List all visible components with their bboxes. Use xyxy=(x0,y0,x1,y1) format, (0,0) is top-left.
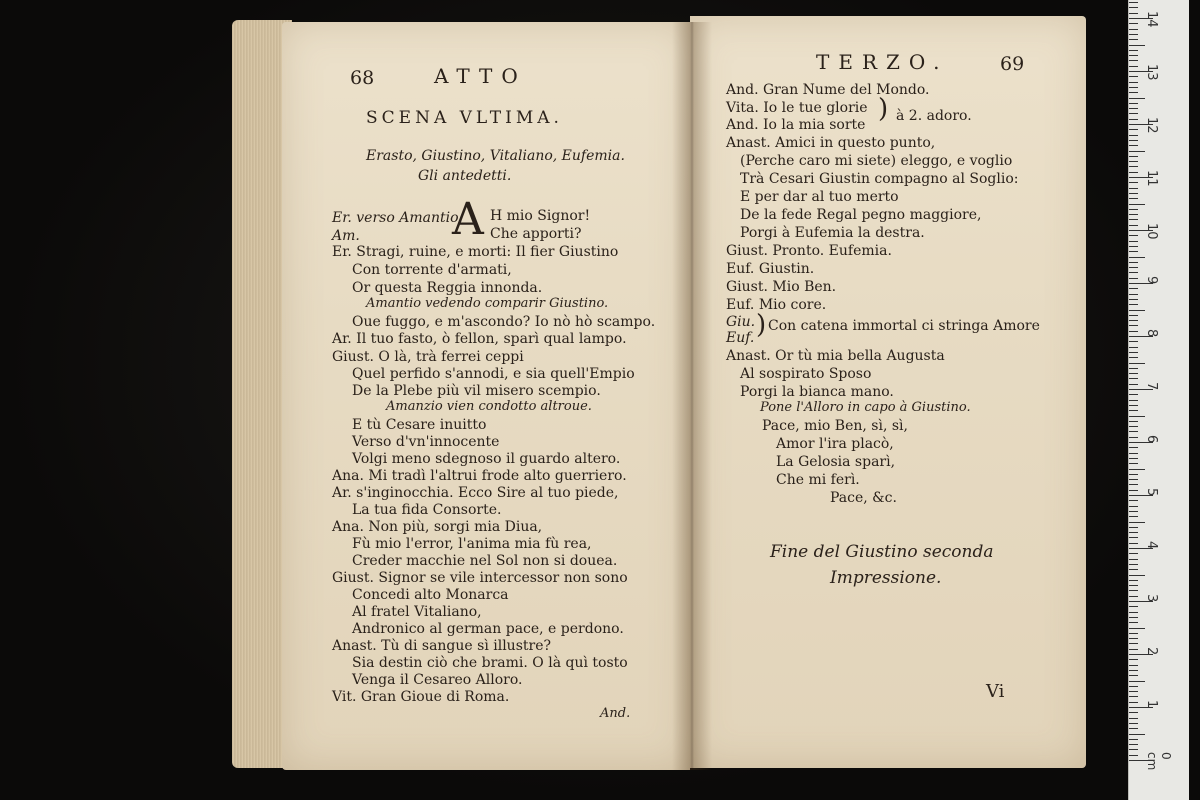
text-line: Con torrente d'armati, xyxy=(352,262,512,278)
ruler-tick xyxy=(1129,363,1145,364)
ruler-tick xyxy=(1129,39,1138,40)
ruler-tick xyxy=(1129,310,1145,311)
ruler-tick xyxy=(1129,50,1138,51)
ruler-tick xyxy=(1129,749,1138,750)
text-line: Euf. Giustin. xyxy=(726,261,815,277)
ruler-tick xyxy=(1129,204,1145,205)
right-page xyxy=(690,16,1086,768)
ruler-tick xyxy=(1129,352,1138,353)
ruler-tick xyxy=(1129,108,1138,109)
text-line: De la Plebe più vil misero scempio. xyxy=(352,383,601,399)
ruler-tick xyxy=(1129,431,1138,432)
ruler-tick xyxy=(1129,463,1138,464)
ruler-tick xyxy=(1129,506,1138,507)
ruler-tick xyxy=(1129,182,1138,183)
ruler-tick xyxy=(1129,681,1145,682)
ruler-tick xyxy=(1129,76,1138,77)
ruler-tick xyxy=(1129,55,1138,56)
ruler-tick xyxy=(1129,267,1138,268)
ruler-tick xyxy=(1129,341,1138,342)
ruler-tick xyxy=(1129,34,1138,35)
ruler-tick xyxy=(1129,235,1138,236)
ruler-tick xyxy=(1129,219,1138,220)
ruler-tick xyxy=(1129,241,1138,242)
text-line: Concedi alto Monarca xyxy=(352,587,509,603)
ruler-tick xyxy=(1129,347,1138,348)
text-line: Giust. Signor se vile intercessor non sono xyxy=(332,570,628,586)
text-line: Fù mio l'error, l'anima mia fù rea, xyxy=(352,536,592,552)
text-line: Giust. Pronto. Eufemia. xyxy=(726,243,892,259)
ruler-tick xyxy=(1129,447,1138,448)
text-line: Euf. Mio core. xyxy=(726,297,827,313)
text-line: Giust. Mio Ben. xyxy=(726,279,837,295)
ruler-tick xyxy=(1129,755,1138,756)
ruler-number: 12 xyxy=(1144,117,1159,134)
ruler-number: 5 xyxy=(1144,488,1159,497)
text-line: Verso d'vn'innocente xyxy=(352,434,500,450)
text-line: Pace, &c. xyxy=(830,490,897,506)
text-line: Pace, mio Ben, sì, sì, xyxy=(762,418,908,434)
ruler-tick xyxy=(1129,384,1138,385)
ruler-tick xyxy=(1129,288,1138,289)
ruler-tick xyxy=(1129,649,1138,650)
text-line: Oue fuggo, e m'ascondo? Io nò hò scampo. xyxy=(352,314,656,330)
ruler-tick xyxy=(1129,702,1138,703)
ruler-tick xyxy=(1129,262,1138,263)
ruler-tick xyxy=(1129,739,1138,740)
ruler-tick xyxy=(1129,543,1138,544)
stage-direction: Amantio vedendo comparir Giustino. xyxy=(366,296,609,311)
ruler-tick xyxy=(1129,484,1138,485)
ruler-tick xyxy=(1129,87,1138,88)
ruler-tick xyxy=(1129,119,1138,120)
ruler-tick xyxy=(1129,60,1138,61)
ruler-tick xyxy=(1129,469,1145,470)
ruler-tick xyxy=(1129,453,1138,454)
ruler-tick xyxy=(1129,516,1138,517)
ruler-tick xyxy=(1129,670,1138,671)
text-line: Vita. Io le tue glorie xyxy=(726,100,868,116)
text-line: (Perche caro mi siete) eleggo, e voglio xyxy=(740,153,1013,169)
ruler-tick xyxy=(1129,257,1145,258)
ruler-tick xyxy=(1129,214,1138,215)
text-line: Volgi meno sdegnoso il guardo altero. xyxy=(352,451,621,467)
ruler-tick xyxy=(1129,320,1138,321)
ruler-tick xyxy=(1129,479,1138,480)
ruler-tick xyxy=(1129,272,1138,273)
ruler-number: 10 xyxy=(1144,223,1159,240)
ruler-tick xyxy=(1129,45,1145,46)
ruler-tick xyxy=(1129,532,1138,533)
text-line: De la fede Regal pegno maggiore, xyxy=(740,207,982,223)
ruler-tick xyxy=(1129,29,1138,30)
ruler-tick xyxy=(1129,575,1145,576)
ruler-tick xyxy=(1129,92,1138,93)
ruler-tick xyxy=(1129,734,1145,735)
characters-line-2: Gli antedetti. xyxy=(418,168,512,184)
ruler-tick xyxy=(1129,458,1138,459)
ruler-tick xyxy=(1129,13,1138,14)
ruler-tick xyxy=(1129,193,1138,194)
ruler-tick xyxy=(1129,98,1145,99)
text-line: Amor l'ira placò, xyxy=(776,436,894,452)
ruler-number: 13 xyxy=(1144,64,1159,81)
text-line: H mio Signor! xyxy=(490,208,591,224)
text-line: Porgi à Eufemia la destra. xyxy=(740,225,925,241)
ruler-tick xyxy=(1129,643,1138,644)
ruler-tick xyxy=(1129,129,1138,130)
scene-title: SCENA VLTIMA. xyxy=(366,108,563,128)
text-line: Sia destin ciò che brami. O là quì tosto xyxy=(352,655,628,671)
characters-line-1: Erasto, Giustino, Vitaliano, Eufemia. xyxy=(366,148,625,164)
text-line: Trà Cesari Giustin compagno al Soglio: xyxy=(740,171,1019,187)
text-line: Er. verso Amantio. xyxy=(332,210,463,226)
ruler-tick xyxy=(1129,691,1138,692)
right-running-head: TERZO. xyxy=(816,50,949,74)
ruler-tick xyxy=(1129,426,1138,427)
ruler-tick xyxy=(1129,278,1138,279)
text-line: E tù Cesare inuitto xyxy=(352,417,487,433)
drop-cap: A xyxy=(452,194,484,245)
ruler-tick xyxy=(1129,580,1138,581)
ruler-tick xyxy=(1129,590,1138,591)
ruler-tick xyxy=(1129,633,1138,634)
ruler-tick xyxy=(1129,744,1138,745)
ruler-number: 9 xyxy=(1144,276,1159,285)
text-line: Giust. O là, trà ferrei ceppi xyxy=(332,349,524,365)
ruler-tick xyxy=(1129,712,1138,713)
a2-adoro: à 2. adoro. xyxy=(896,108,972,124)
ruler-tick xyxy=(1129,394,1138,395)
text-line: Ana. Mi tradì l'altrui frode alto guerriero. xyxy=(332,468,627,484)
text-line: Ar. s'inginocchia. Ecco Sire al tuo piede, xyxy=(332,485,619,501)
text-line: Ar. Il tuo fasto, ò fellon, sparì qual lampo. xyxy=(332,331,627,347)
text-line: And. Gran Nume del Mondo. xyxy=(726,82,930,98)
ruler-tick xyxy=(1129,718,1138,719)
text-line: La Gelosia sparì, xyxy=(776,454,896,470)
ruler-tick xyxy=(1129,696,1138,697)
ruler-tick xyxy=(1129,331,1138,332)
ruler-tick xyxy=(1129,378,1138,379)
ruler-tick xyxy=(1129,569,1138,570)
text-line: Che mi ferì. xyxy=(776,472,860,488)
ruler-tick xyxy=(1129,225,1138,226)
text-line: Er. Stragi, ruine, e morti: Il fier Giustino xyxy=(332,244,619,260)
ruler-tick xyxy=(1129,246,1138,247)
stage-direction: Amanzio vien condotto altroue. xyxy=(386,399,592,414)
text-line: Porgi la bianca mano. xyxy=(740,384,894,400)
measuring-ruler xyxy=(1128,0,1189,800)
ruler-tick xyxy=(1129,145,1138,146)
ruler-tick xyxy=(1129,537,1138,538)
ruler-tick xyxy=(1129,209,1138,210)
ruler-tick xyxy=(1129,304,1138,305)
text-line: La tua fida Consorte. xyxy=(352,502,502,518)
left-page-number: 68 xyxy=(350,67,375,89)
ruler-tick xyxy=(1129,665,1138,666)
ruler-tick xyxy=(1129,135,1138,136)
ruler-number: 1 xyxy=(1144,700,1159,709)
text-line: Al sospirato Sposo xyxy=(740,366,872,382)
ruler-tick xyxy=(1129,490,1138,491)
stage-direction: Pone l'Alloro in capo à Giustino. xyxy=(760,400,971,415)
text-line: Or questa Reggia innonda. xyxy=(352,280,543,296)
ruler-number: 4 xyxy=(1144,541,1159,550)
ruler-tick xyxy=(1129,728,1138,729)
ruler-tick xyxy=(1129,522,1145,523)
ruler-tick xyxy=(1129,405,1138,406)
text-line: Che apporti? xyxy=(490,226,582,242)
left-running-head: ATTO xyxy=(434,64,527,88)
ruler-number: 7 xyxy=(1144,382,1159,391)
ruler-tick xyxy=(1129,357,1138,358)
speaker-label: Giu. xyxy=(726,314,756,330)
ruler-tick xyxy=(1129,675,1138,676)
ruler-tick xyxy=(1129,553,1138,554)
ruler-tick xyxy=(1129,612,1138,613)
ruler-tick xyxy=(1129,511,1138,512)
ruler-tick xyxy=(1129,315,1138,316)
ruler-tick xyxy=(1129,474,1138,475)
ruler-tick xyxy=(1129,140,1138,141)
ruler-tick xyxy=(1129,251,1138,252)
ruler-number: 8 xyxy=(1144,329,1159,338)
ruler-tick xyxy=(1129,156,1138,157)
ruler-tick xyxy=(1129,113,1138,114)
text-line: E per dar al tuo merto xyxy=(740,189,899,205)
ruler-tick xyxy=(1129,410,1138,411)
ruler-number: 11 xyxy=(1144,170,1159,187)
left-page xyxy=(282,22,690,770)
ruler-tick xyxy=(1129,400,1138,401)
text-line: Anast. Or tù mia bella Augusta xyxy=(726,348,945,364)
ruler-number: 6 xyxy=(1144,435,1159,444)
signature-mark: Vi xyxy=(986,681,1005,702)
text-line: Andronico al german pace, e perdono. xyxy=(352,621,624,637)
ruler-tick xyxy=(1129,606,1138,607)
ruler-tick xyxy=(1129,622,1138,623)
ruler-tick xyxy=(1129,416,1145,417)
ruler-tick xyxy=(1129,373,1138,374)
ruler-tick xyxy=(1129,559,1138,560)
text-line: Am. xyxy=(332,228,360,244)
ruler-tick xyxy=(1129,638,1138,639)
ruler-tick xyxy=(1129,500,1138,501)
ruler-number: 14 xyxy=(1144,11,1159,28)
ruler-tick xyxy=(1129,7,1138,8)
text-line: And. Io la mia sorte xyxy=(726,117,866,133)
ruler-tick xyxy=(1129,294,1138,295)
ruler-tick xyxy=(1129,172,1138,173)
ruler-tick xyxy=(1129,82,1138,83)
text-line: Anast. Tù di sangue sì illustre? xyxy=(332,638,551,654)
ruler-tick xyxy=(1129,686,1138,687)
ruler-tick xyxy=(1129,23,1138,24)
open-book xyxy=(232,10,1096,780)
ruler-tick xyxy=(1129,103,1138,104)
ruler-tick xyxy=(1129,2,1138,3)
ruler-tick xyxy=(1129,66,1138,67)
ruler-tick xyxy=(1129,188,1138,189)
ruler-tick xyxy=(1129,151,1145,152)
ruler-tick xyxy=(1129,437,1138,438)
ruler-tick xyxy=(1129,368,1138,369)
ruler-tick xyxy=(1129,596,1138,597)
ruler-tick xyxy=(1129,527,1138,528)
text-line: Vit. Gran Gioue di Roma. xyxy=(332,689,510,705)
brace-mark: ) xyxy=(878,94,889,124)
ruler-tick xyxy=(1129,325,1138,326)
finis-line-1: Fine del Giustino seconda xyxy=(770,542,994,562)
ruler-tick xyxy=(1129,628,1145,629)
ruler-tick xyxy=(1129,564,1138,565)
text-line: Ana. Non più, sorgi mia Diua, xyxy=(332,519,543,535)
right-page-number: 69 xyxy=(1000,53,1025,75)
text-line: Quel perfido s'annodi, e sia quell'Empio xyxy=(352,366,635,382)
catchword: And. xyxy=(600,706,631,721)
ruler-tick xyxy=(1129,421,1138,422)
ruler-number: 2 xyxy=(1144,647,1159,656)
ruler-number: 3 xyxy=(1144,594,1159,603)
text-line: Con catena immortal ci stringa Amore xyxy=(768,318,1040,334)
speaker-label: Euf. xyxy=(726,330,755,346)
ruler-unit-label: 0 cm xyxy=(1145,752,1173,771)
ruler-tick xyxy=(1129,659,1138,660)
ruler-tick xyxy=(1129,198,1138,199)
ruler-tick xyxy=(1129,617,1138,618)
text-line: Venga il Cesareo Alloro. xyxy=(352,672,523,688)
text-line: Creder macchie nel Sol non si douea. xyxy=(352,553,618,569)
brace-mark: ) xyxy=(756,310,767,340)
ruler-tick xyxy=(1129,161,1138,162)
finis-line-2: Impressione. xyxy=(830,568,942,588)
ruler-tick xyxy=(1129,723,1138,724)
ruler-tick xyxy=(1129,585,1138,586)
text-line: Al fratel Vitaliano, xyxy=(352,604,482,620)
ruler-tick xyxy=(1129,299,1138,300)
ruler-tick xyxy=(1129,166,1138,167)
text-line: Anast. Amici in questo punto, xyxy=(726,135,936,151)
